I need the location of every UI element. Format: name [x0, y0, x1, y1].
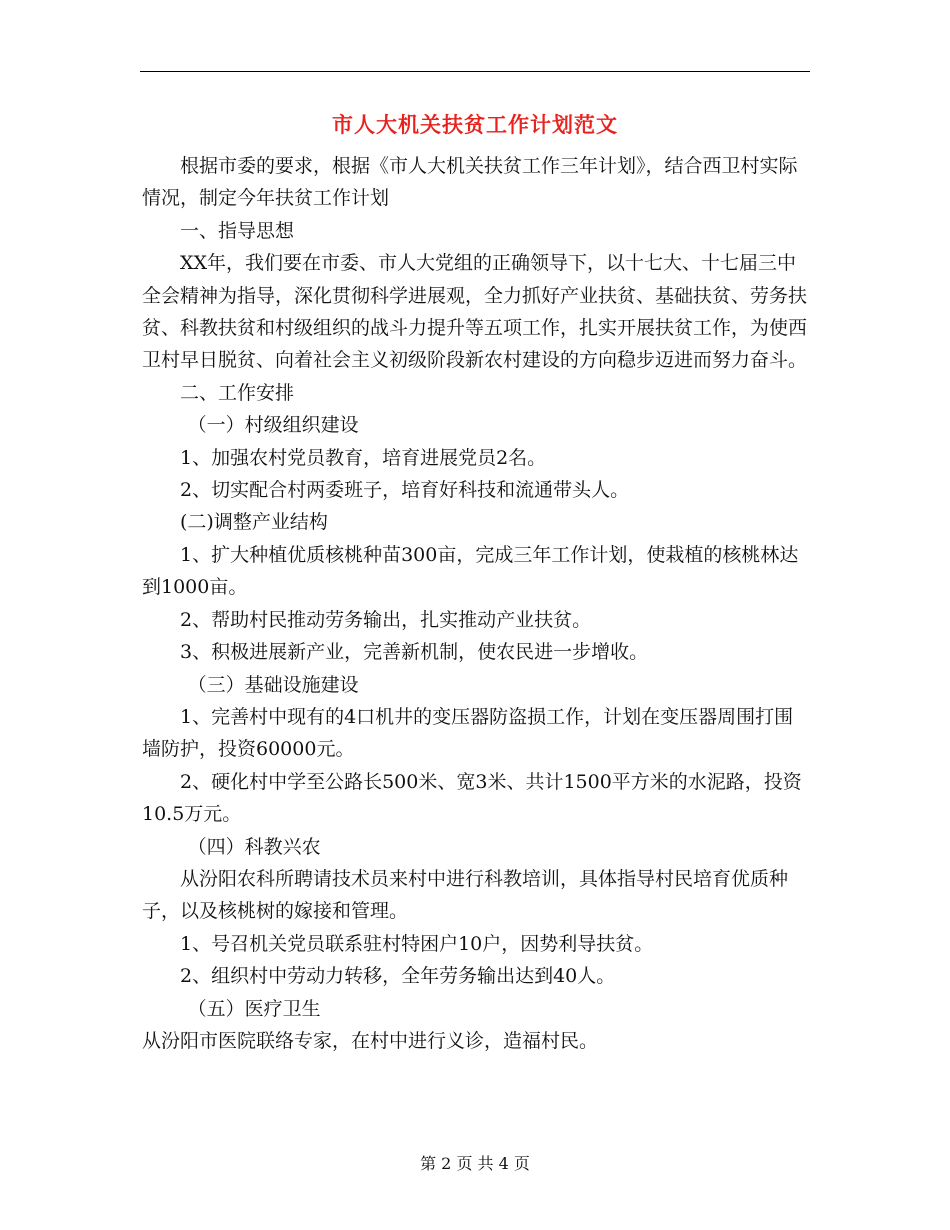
list-item: 2、组织村中劳动力转移，全年劳务输出达到40人。: [180, 965, 616, 988]
header-rule: [140, 71, 810, 72]
subsection-heading-industry-structure: (二)调整产业结构: [180, 511, 328, 534]
guiding-ideology-paragraph: XX年，我们要在市委、市人大党组的正确领导下，以十七大、十七届三中全会精神为指导，深化贯彻科学进展观，全力抓好产业扶贫、基础扶贫、劳务扶贫、科教扶贫和村级组织的战斗力提升等五项工作，扎实开展扶贫工作，为使西卫村早日脱贫、向着社会主义初级阶段新农村建设的方向稳步迈进而努力奋斗。: [142, 252, 808, 372]
subsection-heading-science-education: （四）科教兴农: [187, 835, 321, 858]
section-heading-work-arrangement: 二、工作安排: [180, 381, 295, 404]
list-item: 1、号召机关党员联系驻村特困户10户，因势利导扶贫。: [180, 932, 654, 955]
document-body: [142, 150, 810, 1057]
document-title: 市人大机关扶贫工作计划范文: [332, 112, 618, 137]
section-heading-guiding-ideology: 一、指导思想: [180, 219, 295, 242]
list-item: 2、硬化村中学至公路长500米、宽3米、共计1500平方米的水泥路，投资10.5万元。: [142, 770, 802, 826]
list-item: 1、加强农村党员教育，培育进展党员2名。: [180, 446, 547, 469]
list-item: 2、帮助村民推动劳务输出，扎实推动产业扶贫。: [180, 608, 592, 631]
science-education-paragraph: 从汾阳农科所聘请技术员来村中进行科教培训，具体指导村民培育优质种子，以及核桃树的嫁接和管理。: [142, 867, 789, 923]
subsection-heading-village-organization: （一）村级组织建设: [187, 414, 359, 437]
subsection-heading-medical: （五）医疗卫生: [187, 997, 321, 1020]
intro-paragraph: 根据市委的要求，根据《市人大机关扶贫工作三年计划》，结合西卫村实际情况，制定今年扶贫工作计划: [142, 155, 798, 210]
subsection-heading-infrastructure: （三）基础设施建设: [187, 673, 359, 696]
medical-paragraph: 从汾阳市医院联络专家，在村中进行义诊，造福村民。: [142, 1029, 599, 1052]
page-footer: [0, 1152, 950, 1176]
list-item: 2、切实配合村两委班子，培育好科技和流通带头人。: [180, 479, 630, 502]
list-item: 1、完善村中现有的4口机井的变压器防盗损工作，计划在变压器周围打围墙防护，投资60000元。: [142, 705, 794, 761]
list-item: 1、扩大种植优质核桃种苗300亩，完成三年工作计划，使栽植的核桃林达到1000亩。: [142, 543, 799, 599]
page-number-label: 第 2 页 共 4 页: [420, 1154, 530, 1173]
list-item: 3、积极进展新产业，完善新机制，使农民进一步增收。: [180, 641, 649, 664]
